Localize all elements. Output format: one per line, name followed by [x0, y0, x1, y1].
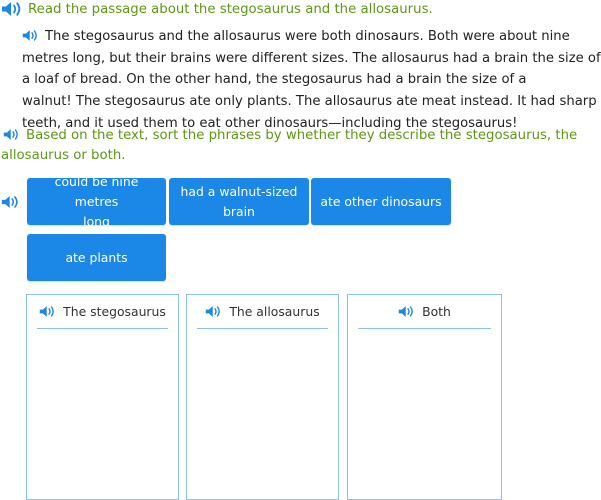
read-instruction: Read the passage about the stegosaurus and the allosaurus. — [28, 2, 433, 17]
passage-line: a loaf of bread. On the other hand, the stegosaurus had a brain the size of a — [22, 72, 527, 88]
speaker-icon[interactable] — [398, 304, 415, 319]
passage-line: teeth, and it used them to eat other dinosaurs—including the stegosaurus! — [22, 115, 518, 131]
passage-line: walnut! The stegosaurus ate only plants. The allosaurus ate meat instead. It had sharp — [22, 94, 597, 110]
bin-label: Both — [422, 304, 451, 319]
sort-instruction: Based on the text, sort the phrases by whether they describe the stegosaurus, the allosaurus or both. — [1, 128, 578, 163]
speaker-icon[interactable] — [205, 304, 222, 319]
speaker-icon[interactable] — [3, 127, 20, 142]
phrase-tile[interactable]: ate plants — [27, 234, 166, 281]
bin-stegosaurus[interactable] — [26, 294, 179, 500]
bin-label: The allosaurus — [229, 304, 320, 319]
bin-header — [37, 295, 168, 329]
bin-header — [358, 295, 491, 329]
drop-zone[interactable] — [348, 331, 501, 499]
bin-both[interactable] — [347, 294, 502, 500]
bin-header — [197, 295, 328, 329]
phrase-tile[interactable]: could be nine metres long — [27, 178, 166, 225]
drop-zone[interactable] — [187, 331, 338, 499]
bin-label: The stegosaurus — [63, 304, 166, 319]
speaker-icon[interactable] — [22, 28, 39, 43]
bin-allosaurus[interactable] — [186, 294, 339, 500]
phrase-tile[interactable]: had a walnut-sized brain — [169, 178, 309, 225]
drop-zone[interactable] — [27, 331, 178, 499]
phrase-tile[interactable]: ate other dinosaurs — [311, 178, 451, 225]
passage-line: The stegosaurus and the allosaurus were both dinosaurs. Both were about nine — [22, 26, 498, 48]
reading-passage — [22, 26, 601, 135]
speaker-icon[interactable] — [39, 304, 56, 319]
speaker-icon[interactable] — [1, 194, 20, 210]
speaker-icon[interactable] — [1, 1, 23, 17]
passage-line: metres long, but their brains were different sizes. The allosaurus had a brain the size of — [22, 50, 601, 66]
